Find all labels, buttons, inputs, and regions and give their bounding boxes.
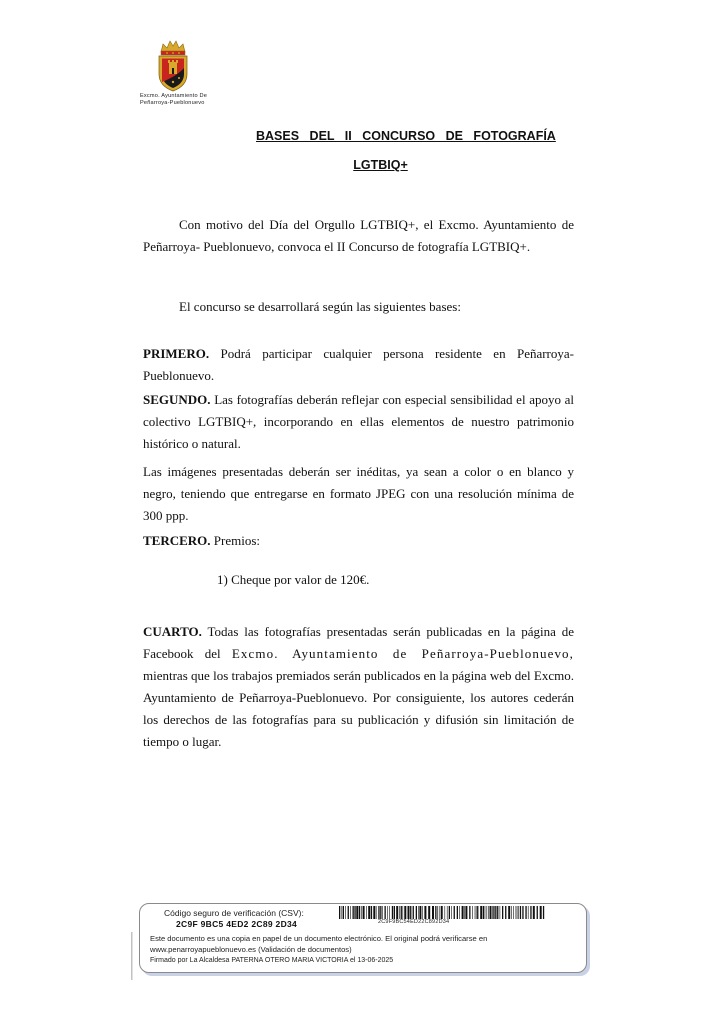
clause-label: PRIMERO.: [143, 346, 210, 361]
clause-segundo-continued: Las imágenes presentadas deberán ser inéditas, ya sean a color o en blanco y negro, teniendo que entregarse en formato JPEG con una resolución mínima de 300 ppp.: [143, 464, 574, 523]
crest-caption: [140, 93, 240, 106]
clause-text: Podrá participar cualquier persona residente en Peñarroya-Pueblonuevo.: [143, 346, 574, 383]
clause-label: TERCERO.: [143, 533, 211, 548]
clause-cuarto: [143, 621, 574, 753]
csv-code: 2C9F 9BC5 4ED2 2C89 2D34: [176, 919, 298, 929]
side-margin-text-icon: [128, 932, 136, 980]
clause-text: Todas las fotografías presentadas serán publicadas en la página de Facebook del: [143, 624, 574, 661]
barcode-icon: [339, 906, 547, 919]
clause-segundo: [143, 389, 574, 455]
csv-signature-line: Firmado por La Alcaldesa PATERNA OTERO MARIA VICTORIA el 13-06-2025: [150, 957, 394, 964]
clause-text: Las fotografías deberán reflejar con especial sensibilidad el apoyo al colectivo LGTBIQ+, incorporando en ellas elementos de nuestro patrimonio histórico o natural.: [143, 392, 574, 451]
bases-intro-paragraph: El concurso se desarrollará según las siguientes bases:: [179, 299, 461, 314]
crest-caption-line1: Excmo. Ayuntamiento De: [140, 93, 208, 99]
clause-tercero: [143, 530, 574, 552]
clause-label: SEGUNDO.: [143, 392, 211, 407]
barcode-text: 2C9F9BC54ED22C892D34: [378, 919, 450, 925]
clause-text-spaced: Excmo. Ayuntamiento de Peñarroya-Pueblonuevo,: [231, 646, 575, 661]
csv-label: Código seguro de verificación (CSV):: [164, 908, 304, 918]
csv-notice-line1: Este documento es una copia en papel de un documento electrónico. El original podrá verificarse en: [150, 934, 488, 943]
clause-label: CUARTO.: [143, 624, 202, 639]
municipal-crest-icon: [155, 38, 191, 92]
prize-item: 1) Cheque por valor de 120€.: [217, 572, 370, 587]
clause-primero: [143, 343, 574, 387]
csv-notice-line2: www.penarroyapueblonuevo.es (Validación de documentos): [150, 945, 352, 954]
clause-text: mientras que los trabajos premiados serán publicados en la página web del Excmo. Ayuntamiento de Peñarroya-Pueblonuevo. Por consiguiente, los autores cederán los derechos de las fotografías para su publicación y difusión sin limitación de tiempo o lugar.: [143, 668, 574, 749]
clause-text: Premios:: [210, 533, 261, 548]
document-title: BASES DEL II CONCURSO DE FOTOGRAFÍA: [256, 129, 556, 143]
document-subtitle: LGTBIQ+: [353, 158, 408, 172]
intro-paragraph: Con motivo del Día del Orgullo LGTBIQ+, el Excmo. Ayuntamiento de Peñarroya- Pueblonuevo, convoca el II Concurso de fotografía LGTBIQ+.: [143, 217, 574, 254]
csv-verification-box: [139, 903, 587, 973]
crest-caption-line2: Peñarroya-Pueblonuevo: [140, 99, 205, 106]
